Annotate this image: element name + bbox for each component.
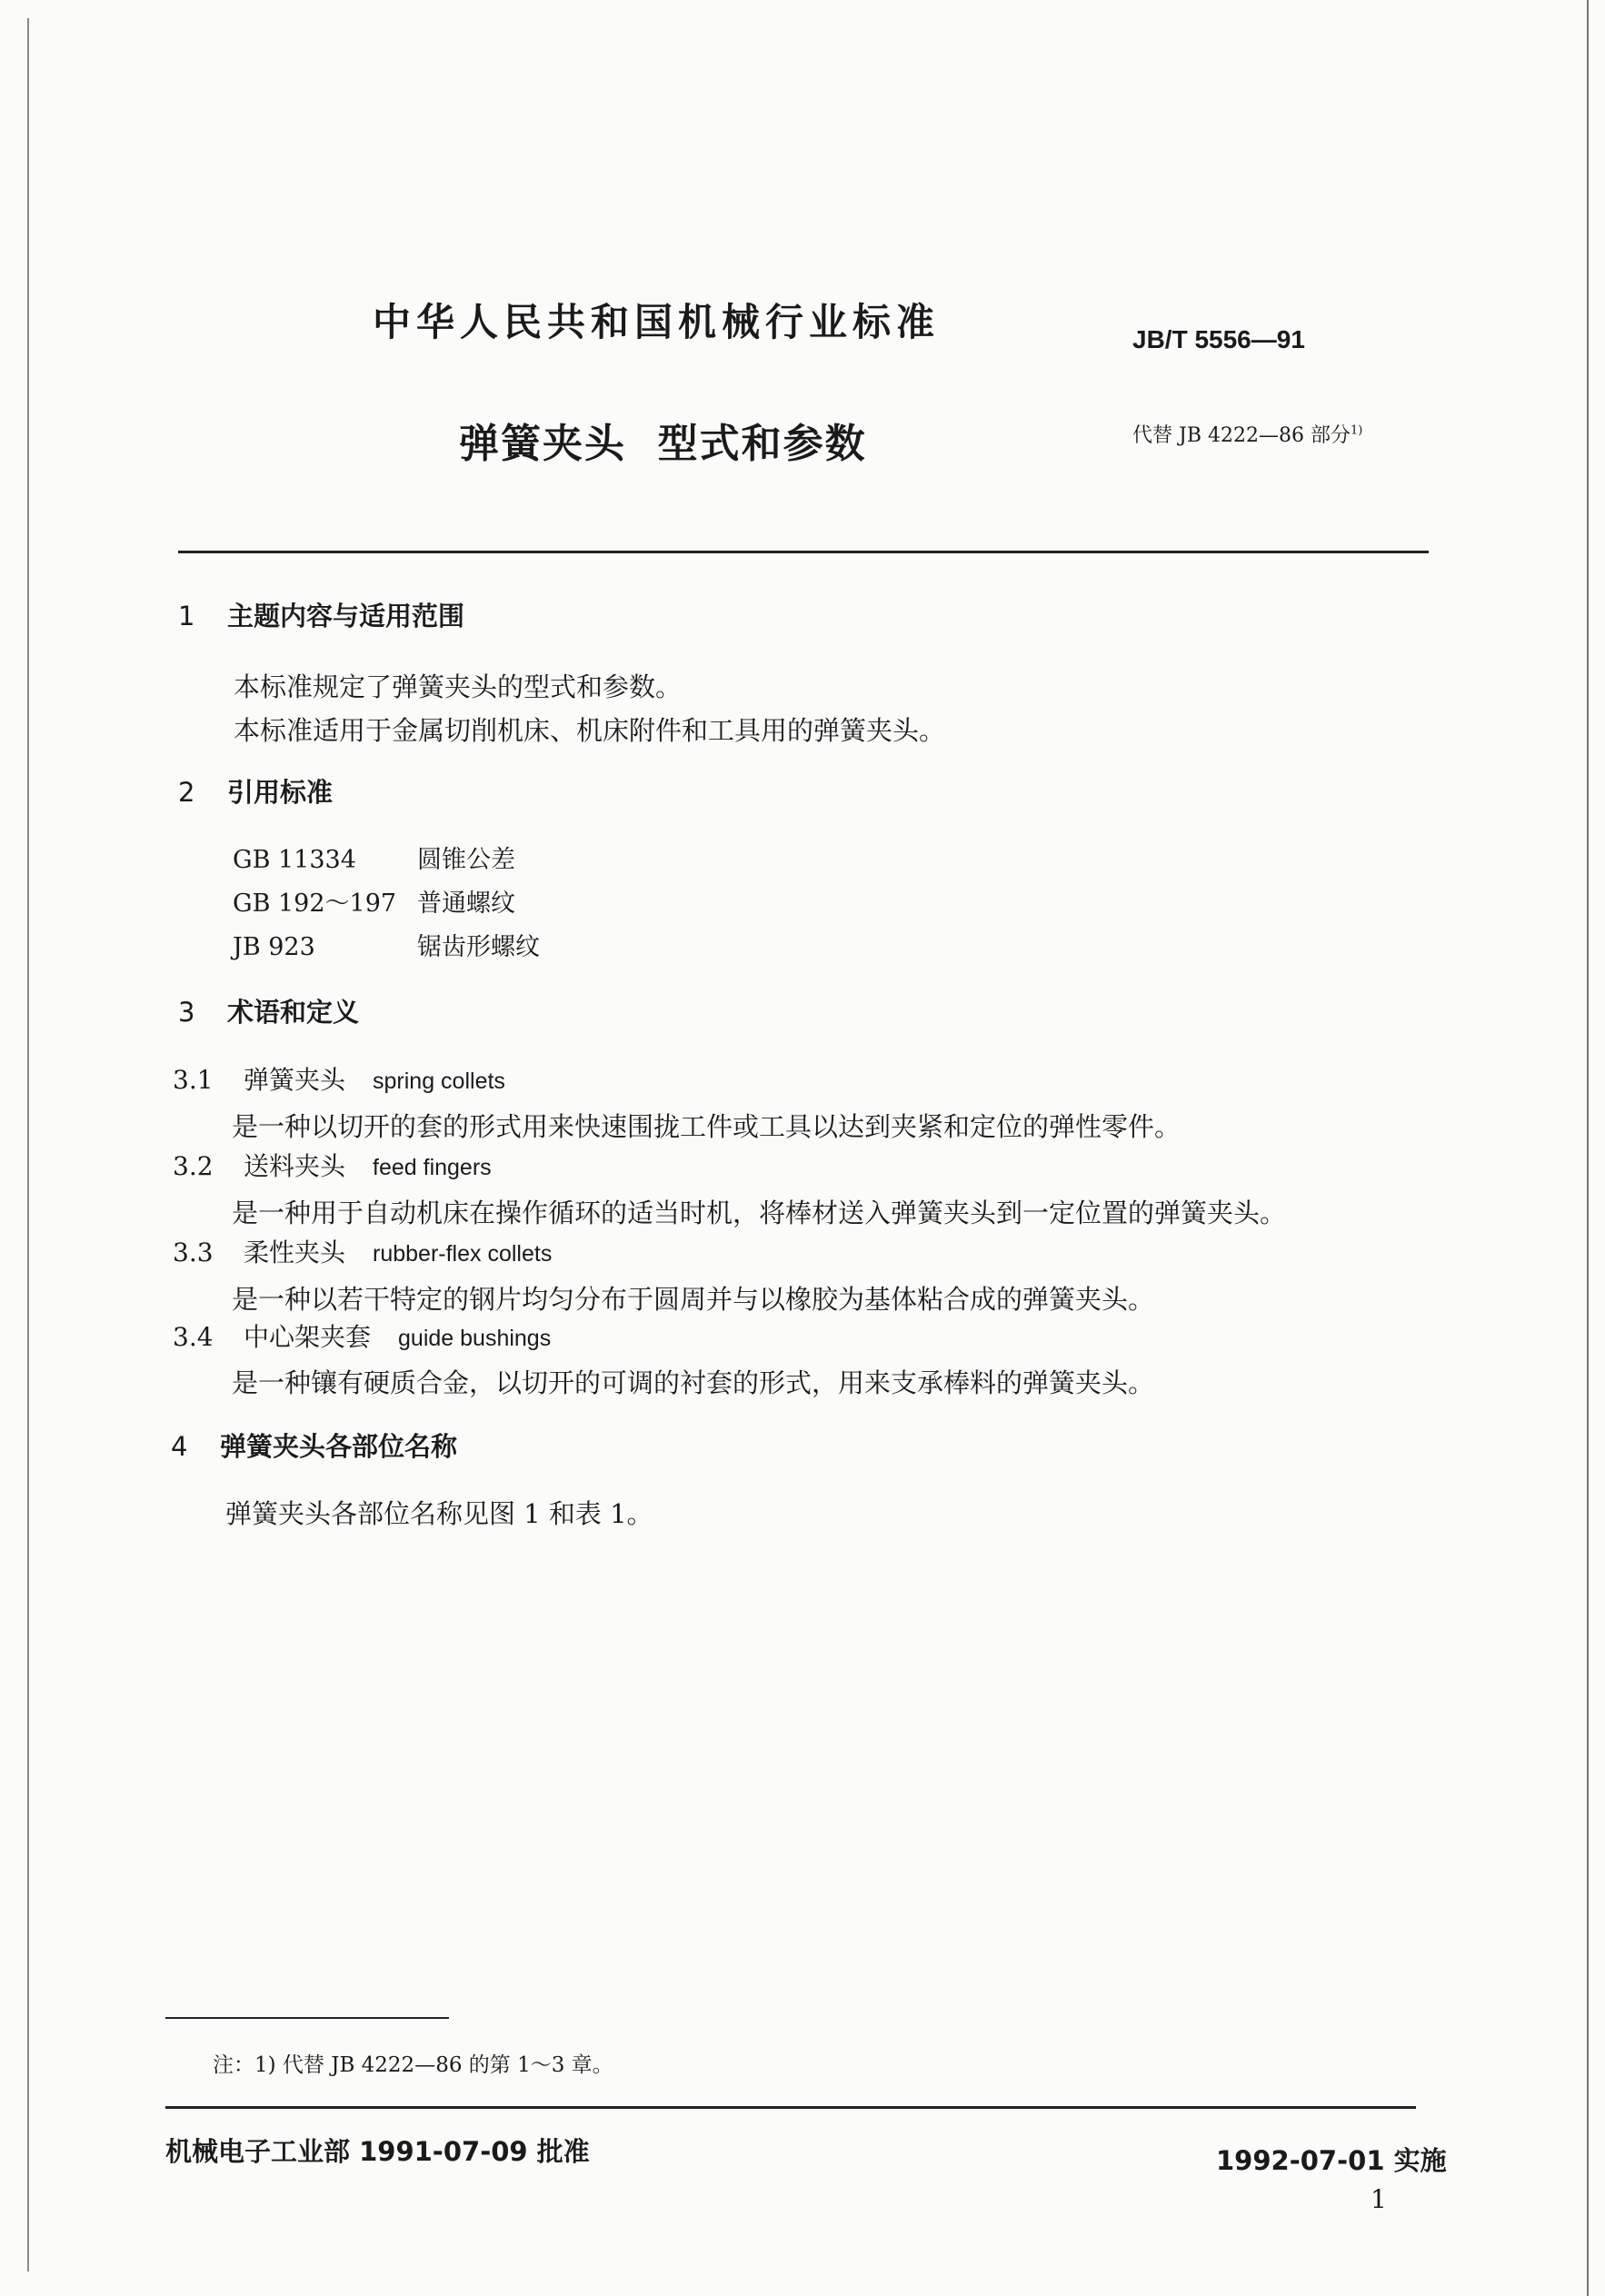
term-number: 3.2 <box>173 1151 214 1181</box>
org-title: 中华人民共和国机械行业标准 <box>373 300 941 344</box>
footnote: 注：1) 代替 JB 4222—86 的第 1～3 章。 <box>213 2053 613 2077</box>
term-number: 3.3 <box>173 1237 214 1267</box>
ref-row <box>233 840 515 875</box>
term-definition: 是一种以切开的套的形式用来快速围拢工件或工具以达到夹紧和定位的弹性零件。 <box>232 1111 1181 1142</box>
doc-title: 弹簧夹头 型式和参数 <box>459 421 867 467</box>
s4-para: 弹簧夹头各部位名称见图 1 和表 1。 <box>225 1498 653 1529</box>
ref-row <box>233 883 515 919</box>
section-number: 1 <box>178 601 195 631</box>
approved-by: 机械电子工业部 1991-07-09 批准 <box>165 2136 590 2167</box>
header-rule <box>178 551 1429 553</box>
replaces-text: 代替 JB 4222—86 部分 <box>1132 424 1351 447</box>
effective-date: 1992-07-01 实施 <box>1216 2145 1447 2176</box>
section-title: 引用标准 <box>227 777 334 808</box>
term-definition: 是一种以若干特定的钢片均匀分布于圆周并与以橡胶为基体粘合成的弹簧夹头。 <box>232 1284 1155 1315</box>
ref-name: 普通螺纹 <box>417 890 515 918</box>
term-number: 3.1 <box>173 1065 214 1095</box>
replaces-note-mark: 1) <box>1350 423 1363 438</box>
footer-rule <box>165 2106 1416 2109</box>
term-row <box>173 1147 492 1183</box>
section-title: 主题内容与适用范围 <box>227 601 465 631</box>
ref-row <box>233 927 540 962</box>
term-definition: 是一种镶有硬质合金，以切开的可调的衬套的形式，用来支承棒料的弹簧夹头。 <box>232 1367 1155 1398</box>
ref-code: JB 923 <box>233 933 315 961</box>
section-title: 弹簧夹头各部位名称 <box>220 1431 458 1462</box>
replaces-note <box>1132 420 1362 448</box>
section-title: 术语和定义 <box>227 997 360 1028</box>
scan-edge-left <box>27 18 29 2271</box>
term-zh: 弹簧夹头 <box>244 1065 346 1095</box>
footnote-rule <box>165 2017 449 2019</box>
section-4-heading <box>171 1426 457 1464</box>
term-definition: 是一种用于自动机床在操作循环的适当时机，将棒材送入弹簧夹头到一定位置的弹簧夹头。 <box>232 1198 1287 1228</box>
section-3-heading <box>178 992 359 1029</box>
ref-code: GB 192～197 <box>233 890 397 918</box>
ref-code: GB 11334 <box>233 846 356 874</box>
term-en: guide bushings <box>398 1326 552 1351</box>
ref-name: 锯齿形螺纹 <box>417 933 540 961</box>
term-row <box>173 1060 505 1097</box>
section-2-heading <box>178 772 333 810</box>
standard-code: JB/T 5556—91 <box>1132 325 1305 353</box>
section-number: 2 <box>178 777 195 808</box>
s1-para-1: 本标准规定了弹簧夹头的型式和参数。 <box>234 671 683 702</box>
section-1-heading <box>178 596 464 633</box>
term-zh: 送料夹头 <box>244 1151 346 1181</box>
term-zh: 中心架夹套 <box>244 1322 372 1352</box>
section-number: 3 <box>178 997 195 1028</box>
term-en: feed fingers <box>373 1155 492 1180</box>
term-row <box>173 1317 551 1354</box>
s1-para-2: 本标准适用于金属切削机床、机床附件和工具用的弹簧夹头。 <box>234 715 946 746</box>
scan-edge-right <box>1587 0 1589 2296</box>
term-en: spring collets <box>373 1068 505 1094</box>
term-number: 3.4 <box>173 1322 214 1352</box>
term-row <box>173 1233 552 1269</box>
section-number: 4 <box>171 1431 188 1462</box>
term-zh: 柔性夹头 <box>244 1237 346 1267</box>
term-en: rubber-flex collets <box>373 1241 553 1267</box>
page-number: 1 <box>1371 2184 1387 2214</box>
ref-name: 圆锥公差 <box>417 846 515 874</box>
